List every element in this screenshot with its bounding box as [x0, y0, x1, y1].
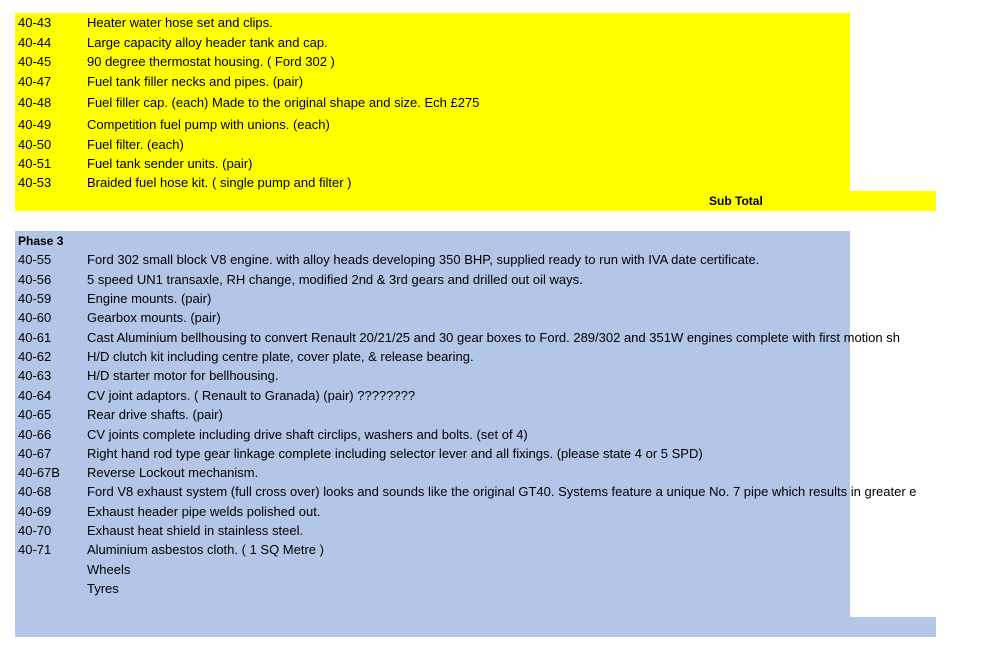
- part-code: 40-53: [18, 175, 52, 190]
- part-code: 40-50: [18, 137, 52, 152]
- part-description: H/D clutch kit including centre plate, cover plate, & release bearing.: [87, 349, 474, 364]
- part-code: 40-59: [18, 291, 52, 306]
- part-code: 40-64: [18, 388, 52, 403]
- part-description: Aluminium asbestos cloth. ( 1 SQ Metre ): [87, 542, 324, 557]
- part-description: Tyres: [87, 581, 119, 596]
- part-description: Exhaust heat shield in stainless steel.: [87, 523, 304, 538]
- part-code: 40-51: [18, 156, 52, 171]
- part-description: Braided fuel hose kit. ( single pump and filter ): [87, 175, 352, 190]
- part-description: 5 speed UN1 transaxle, RH change, modified 2nd & 3rd gears and drilled out oil ways.: [87, 272, 583, 287]
- part-code: 40-62: [18, 349, 52, 364]
- phase3-heading: Phase 3: [18, 234, 64, 248]
- part-code: 40-71: [18, 542, 52, 557]
- part-description: Rear drive shafts. (pair): [87, 407, 223, 422]
- part-description: CV joint adaptors. ( Renault to Granada) (pair) ????????: [87, 388, 416, 403]
- subtotal-label: Sub Total: [709, 194, 763, 208]
- part-description: 90 degree thermostat housing. ( Ford 302 ): [87, 54, 335, 69]
- part-description: Gearbox mounts. (pair): [87, 310, 221, 325]
- part-code: 40-63: [18, 368, 52, 383]
- part-code: 40-49: [18, 117, 52, 132]
- part-description: Reverse Lockout mechanism.: [87, 465, 259, 480]
- part-code: 40-67: [18, 446, 52, 461]
- part-description: Engine mounts. (pair): [87, 291, 212, 306]
- part-code: 40-69: [18, 504, 52, 519]
- part-code: 40-61: [18, 330, 52, 345]
- part-description: Right hand rod type gear linkage complete including selector lever and all fixings. (please state 4 or 5 SPD): [87, 446, 703, 461]
- part-description: Fuel filter. (each): [87, 137, 184, 152]
- part-code: 40-44: [18, 35, 52, 50]
- subtotal-highlight: [15, 191, 936, 211]
- part-description: Cast Aluminium bellhousing to convert Renault 20/21/25 and 30 gear boxes to Ford. 289/302 and 351W engines complete with first motion sh: [87, 330, 900, 345]
- part-description: Ford 302 small block V8 engine. with alloy heads developing 350 BHP, supplied ready to run with IVA date certificate.: [87, 252, 760, 267]
- part-description: Large capacity alloy header tank and cap.: [87, 35, 328, 50]
- part-code: 40-65: [18, 407, 52, 422]
- part-code: 40-66: [18, 427, 52, 442]
- phase3-footer-highlight: [15, 617, 936, 637]
- part-code: 40-48: [18, 95, 52, 110]
- part-description: Ford V8 exhaust system (full cross over) looks and sounds like the original GT40. Systems feature a unique No. 7 pipe which results in greater e: [87, 484, 917, 499]
- part-description: Heater water hose set and clips.: [87, 15, 273, 30]
- part-description: Competition fuel pump with unions. (each): [87, 117, 330, 132]
- part-code: 40-43: [18, 15, 52, 30]
- part-description: CV joints complete including drive shaft circlips, washers and bolts. (set of 4): [87, 427, 528, 442]
- part-code: 40-45: [18, 54, 52, 69]
- part-description: Wheels: [87, 562, 131, 577]
- part-description: Exhaust header pipe welds polished out.: [87, 504, 321, 519]
- part-description: Fuel tank sender units. (pair): [87, 156, 253, 171]
- part-code: 40-70: [18, 523, 52, 538]
- part-code: 40-67B: [18, 465, 60, 480]
- part-code: 40-55: [18, 252, 52, 267]
- part-description: Fuel filler cap. (each) Made to the original shape and size. Ech £275: [87, 95, 480, 110]
- part-description: Fuel tank filler necks and pipes. (pair): [87, 74, 304, 89]
- part-code: 40-47: [18, 74, 52, 89]
- part-code: 40-56: [18, 272, 52, 287]
- part-code: 40-60: [18, 310, 52, 325]
- part-code: 40-68: [18, 484, 52, 499]
- part-description: H/D starter motor for bellhousing.: [87, 368, 279, 383]
